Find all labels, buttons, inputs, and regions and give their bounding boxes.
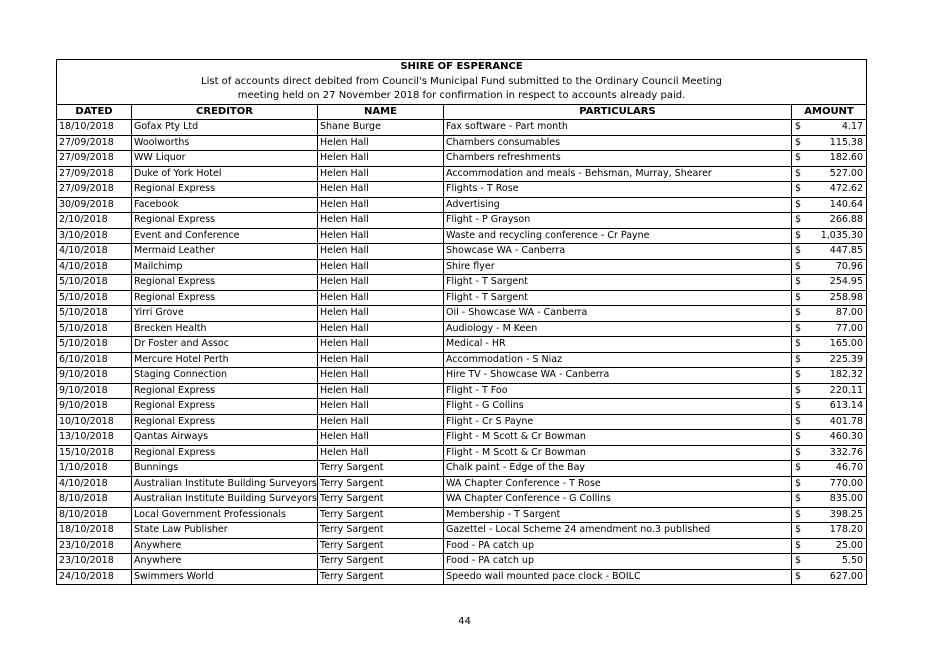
creditor-cell: Bunnings — [132, 461, 318, 477]
table-row — [57, 306, 867, 322]
amount-value: 87.00 — [835, 307, 864, 318]
amount-value: 627.00 — [829, 570, 864, 582]
name-cell: Helen Hall — [318, 445, 444, 461]
amount-value: 835.00 — [829, 493, 864, 504]
amount-cell — [792, 306, 867, 322]
date-cell: 4/10/2018 — [57, 244, 132, 260]
amount-cell — [792, 197, 867, 213]
name-cell: Helen Hall — [318, 306, 444, 322]
particulars-cell: Flight - Cr S Payne — [444, 414, 792, 430]
amount-value: 401.78 — [829, 415, 864, 427]
amount-cell — [792, 538, 867, 554]
amount-cell — [792, 275, 867, 291]
amount-value: 46.70 — [835, 462, 864, 473]
amount-value: 225.39 — [829, 353, 864, 365]
date-cell: 2/10/2018 — [57, 213, 132, 229]
particulars-cell: Flight - T Sargent — [444, 290, 792, 306]
amount-value: 115.38 — [829, 136, 864, 148]
particulars-cell: Flights - T Rose — [444, 182, 792, 198]
name-cell: Helen Hall — [318, 166, 444, 182]
currency-symbol: $ — [795, 493, 802, 504]
subtitle-row-1 — [57, 75, 867, 90]
name-cell: Helen Hall — [318, 399, 444, 415]
table-row — [57, 461, 867, 477]
date-cell: 5/10/2018 — [57, 290, 132, 306]
amount-cell — [792, 414, 867, 430]
column-header-row — [57, 104, 867, 120]
page-number: 44 — [458, 616, 471, 627]
column-header-dated: DATED — [57, 104, 132, 120]
amount-cell — [792, 337, 867, 353]
name-cell: Helen Hall — [318, 182, 444, 198]
creditor-cell: Mermaid Leather — [132, 244, 318, 260]
currency-symbol: $ — [795, 152, 802, 163]
amount-cell — [792, 554, 867, 570]
creditor-cell: Local Government Professionals — [132, 507, 318, 523]
currency-symbol: $ — [795, 570, 802, 582]
amount-value: 25.00 — [835, 539, 864, 551]
amount-value: 527.00 — [829, 167, 864, 179]
date-cell: 27/09/2018 — [57, 135, 132, 151]
name-cell: Helen Hall — [318, 259, 444, 275]
table-row — [57, 197, 867, 213]
name-cell: Helen Hall — [318, 383, 444, 399]
particulars-cell: Medical - HR — [444, 337, 792, 353]
amount-cell — [792, 523, 867, 539]
creditor-cell: Event and Conference — [132, 228, 318, 244]
creditor-cell: Qantas Airways — [132, 430, 318, 446]
creditor-cell: Regional Express — [132, 213, 318, 229]
table-row — [57, 538, 867, 554]
currency-symbol: $ — [795, 477, 802, 489]
name-cell: Terry Sargent — [318, 538, 444, 554]
amount-value: 770.00 — [829, 477, 864, 489]
creditor-cell: State Law Publisher — [132, 523, 318, 539]
name-cell: Helen Hall — [318, 275, 444, 291]
subtitle-row-2 — [57, 89, 867, 104]
creditor-cell: Anywhere — [132, 538, 318, 554]
currency-symbol: $ — [795, 415, 802, 427]
currency-symbol: $ — [795, 245, 802, 256]
creditor-cell: WW Liquor — [132, 151, 318, 167]
date-cell: 18/10/2018 — [57, 120, 132, 136]
table-row — [57, 430, 867, 446]
creditor-cell: Facebook — [132, 197, 318, 213]
amount-value: 140.64 — [829, 198, 864, 210]
name-cell: Helen Hall — [318, 135, 444, 151]
amount-value: 266.88 — [829, 214, 864, 225]
currency-symbol: $ — [795, 539, 802, 551]
table-row — [57, 151, 867, 167]
amount-value: 182.60 — [829, 152, 864, 163]
creditor-cell: Regional Express — [132, 445, 318, 461]
date-cell: 15/10/2018 — [57, 445, 132, 461]
particulars-cell: Accommodation and meals - Behsman, Murray, Shearer — [444, 166, 792, 182]
name-cell: Terry Sargent — [318, 507, 444, 523]
date-cell: 6/10/2018 — [57, 352, 132, 368]
particulars-cell: Fax software - Part month — [444, 120, 792, 136]
table-row — [57, 507, 867, 523]
name-cell: Helen Hall — [318, 337, 444, 353]
currency-symbol: $ — [795, 353, 802, 365]
amount-value: 178.20 — [829, 524, 864, 535]
name-cell: Terry Sargent — [318, 523, 444, 539]
particulars-cell: Food - PA catch up — [444, 554, 792, 570]
table-row — [57, 492, 867, 508]
currency-symbol: $ — [795, 462, 802, 473]
table-row — [57, 368, 867, 384]
amount-cell — [792, 368, 867, 384]
date-cell: 27/09/2018 — [57, 151, 132, 167]
name-cell: Helen Hall — [318, 151, 444, 167]
name-cell: Helen Hall — [318, 321, 444, 337]
date-cell: 9/10/2018 — [57, 368, 132, 384]
currency-symbol: $ — [795, 167, 802, 179]
particulars-cell: Gazettel - Local Scheme 24 amendment no.3 published — [444, 523, 792, 539]
table-row — [57, 120, 867, 136]
name-cell: Helen Hall — [318, 368, 444, 384]
creditor-cell: Australian Institute Building Surveyors — [132, 476, 318, 492]
creditor-cell: Woolworths — [132, 135, 318, 151]
column-header-creditor: CREDITOR — [132, 104, 318, 120]
currency-symbol: $ — [795, 198, 802, 210]
amount-cell — [792, 321, 867, 337]
amount-cell — [792, 476, 867, 492]
table-row — [57, 554, 867, 570]
name-cell: Terry Sargent — [318, 554, 444, 570]
amount-value: 182.32 — [829, 369, 864, 380]
date-cell: 8/10/2018 — [57, 492, 132, 508]
currency-symbol: $ — [795, 555, 802, 566]
creditor-cell: Anywhere — [132, 554, 318, 570]
name-cell: Terry Sargent — [318, 569, 444, 585]
amount-cell — [792, 182, 867, 198]
amount-value: 165.00 — [829, 338, 864, 349]
name-cell: Terry Sargent — [318, 461, 444, 477]
particulars-cell: Speedo wall mounted pace clock - BOILC — [444, 569, 792, 585]
creditor-cell: Mailchimp — [132, 259, 318, 275]
particulars-cell: Shire flyer — [444, 259, 792, 275]
amount-cell — [792, 507, 867, 523]
table-row — [57, 166, 867, 182]
particulars-cell: Hire TV - Showcase WA - Canberra — [444, 368, 792, 384]
name-cell: Shane Burge — [318, 120, 444, 136]
amount-value: 254.95 — [829, 276, 864, 287]
column-header-particulars: PARTICULARS — [444, 104, 792, 120]
document-subtitle-line-2: meeting held on 27 November 2018 for confirmation in respect to accounts already paid. — [57, 89, 867, 104]
document-subtitle-line-1: List of accounts direct debited from Council's Municipal Fund submitted to the Ordinary Council Meeting — [57, 75, 867, 90]
table-row — [57, 523, 867, 539]
particulars-cell: Chambers refreshments — [444, 151, 792, 167]
date-cell: 1/10/2018 — [57, 461, 132, 477]
amount-value: 5.50 — [841, 555, 864, 566]
currency-symbol: $ — [795, 260, 802, 272]
table-row — [57, 290, 867, 306]
date-cell: 4/10/2018 — [57, 259, 132, 275]
column-header-name: NAME — [318, 104, 444, 120]
currency-symbol: $ — [795, 229, 802, 241]
currency-symbol: $ — [795, 214, 802, 225]
particulars-cell: Flight - T Foo — [444, 383, 792, 399]
currency-symbol: $ — [795, 384, 802, 396]
date-cell: 24/10/2018 — [57, 569, 132, 585]
table-row — [57, 414, 867, 430]
amount-value: 77.00 — [835, 322, 864, 334]
table-body — [57, 60, 867, 585]
date-cell: 9/10/2018 — [57, 383, 132, 399]
table-row — [57, 182, 867, 198]
date-cell: 5/10/2018 — [57, 275, 132, 291]
date-cell: 5/10/2018 — [57, 306, 132, 322]
creditor-cell: Regional Express — [132, 290, 318, 306]
amount-cell — [792, 445, 867, 461]
date-cell: 5/10/2018 — [57, 321, 132, 337]
date-cell: 27/09/2018 — [57, 182, 132, 198]
date-cell: 13/10/2018 — [57, 430, 132, 446]
column-header-amount: AMOUNT — [792, 104, 867, 120]
table-row — [57, 228, 867, 244]
particulars-cell: Chalk paint - Edge of the Bay — [444, 461, 792, 477]
amount-cell — [792, 461, 867, 477]
creditor-cell: Regional Express — [132, 414, 318, 430]
creditor-cell: Mercure Hotel Perth — [132, 352, 318, 368]
table-row — [57, 337, 867, 353]
table-row — [57, 244, 867, 260]
particulars-cell: Waste and recycling conference - Cr Payne — [444, 228, 792, 244]
table-row — [57, 399, 867, 415]
currency-symbol: $ — [795, 400, 802, 411]
amount-value: 472.62 — [829, 183, 864, 194]
date-cell: 27/09/2018 — [57, 166, 132, 182]
date-cell: 18/10/2018 — [57, 523, 132, 539]
date-cell: 23/10/2018 — [57, 554, 132, 570]
amount-cell — [792, 135, 867, 151]
amount-cell — [792, 352, 867, 368]
date-cell: 8/10/2018 — [57, 507, 132, 523]
creditor-cell: Brecken Health — [132, 321, 318, 337]
currency-symbol: $ — [795, 338, 802, 349]
currency-symbol: $ — [795, 291, 802, 303]
name-cell: Terry Sargent — [318, 492, 444, 508]
currency-symbol: $ — [795, 322, 802, 334]
creditor-cell: Regional Express — [132, 399, 318, 415]
creditor-cell: Gofax Pty Ltd — [132, 120, 318, 136]
particulars-cell: Flight - P Grayson — [444, 213, 792, 229]
name-cell: Helen Hall — [318, 290, 444, 306]
date-cell: 3/10/2018 — [57, 228, 132, 244]
amount-cell — [792, 259, 867, 275]
amount-value: 332.76 — [829, 446, 864, 458]
amount-value: 1,035.30 — [820, 229, 864, 241]
particulars-cell: Membership - T Sargent — [444, 507, 792, 523]
amount-cell — [792, 151, 867, 167]
title-row — [57, 60, 867, 75]
particulars-cell: Flight - T Sargent — [444, 275, 792, 291]
particulars-cell: Flight - M Scott & Cr Bowman — [444, 445, 792, 461]
amount-value: 398.25 — [829, 508, 864, 520]
name-cell: Helen Hall — [318, 430, 444, 446]
table-row — [57, 445, 867, 461]
currency-symbol: $ — [795, 121, 802, 132]
currency-symbol: $ — [795, 431, 802, 442]
currency-symbol: $ — [795, 183, 802, 194]
currency-symbol: $ — [795, 276, 802, 287]
name-cell: Helen Hall — [318, 197, 444, 213]
name-cell: Helen Hall — [318, 228, 444, 244]
name-cell: Helen Hall — [318, 414, 444, 430]
name-cell: Helen Hall — [318, 213, 444, 229]
amount-value: 460.30 — [829, 431, 864, 442]
table-row — [57, 476, 867, 492]
currency-symbol: $ — [795, 307, 802, 318]
name-cell: Terry Sargent — [318, 476, 444, 492]
table-row — [57, 321, 867, 337]
amount-cell — [792, 492, 867, 508]
particulars-cell: Food - PA catch up — [444, 538, 792, 554]
particulars-cell: Advertising — [444, 197, 792, 213]
particulars-cell: Chambers consumables — [444, 135, 792, 151]
date-cell: 4/10/2018 — [57, 476, 132, 492]
particulars-cell: Accommodation - S Niaz — [444, 352, 792, 368]
amount-cell — [792, 120, 867, 136]
table-row — [57, 383, 867, 399]
amount-cell — [792, 290, 867, 306]
currency-symbol: $ — [795, 524, 802, 535]
creditor-cell: Australian Institute Building Surveyors — [132, 492, 318, 508]
currency-symbol: $ — [795, 369, 802, 380]
date-cell: 23/10/2018 — [57, 538, 132, 554]
particulars-cell: Flight - G Collins — [444, 399, 792, 415]
amount-cell — [792, 166, 867, 182]
date-cell: 10/10/2018 — [57, 414, 132, 430]
name-cell: Helen Hall — [318, 244, 444, 260]
creditor-cell: Regional Express — [132, 383, 318, 399]
currency-symbol: $ — [795, 508, 802, 520]
name-cell: Helen Hall — [318, 352, 444, 368]
creditor-cell: Yirri Grove — [132, 306, 318, 322]
amount-cell — [792, 213, 867, 229]
amount-value: 70.96 — [835, 260, 864, 272]
creditor-cell: Dr Foster and Assoc — [132, 337, 318, 353]
creditor-cell: Staging Connection — [132, 368, 318, 384]
particulars-cell: WA Chapter Conference - T Rose — [444, 476, 792, 492]
date-cell: 5/10/2018 — [57, 337, 132, 353]
particulars-cell: Showcase WA - Canberra — [444, 244, 792, 260]
currency-symbol: $ — [795, 446, 802, 458]
amount-cell — [792, 244, 867, 260]
creditor-cell: Swimmers World — [132, 569, 318, 585]
amount-cell — [792, 430, 867, 446]
amount-cell — [792, 399, 867, 415]
table-row — [57, 259, 867, 275]
particulars-cell: WA Chapter Conference - G Collins — [444, 492, 792, 508]
creditor-cell: Duke of York Hotel — [132, 166, 318, 182]
amount-value: 613.14 — [829, 400, 864, 411]
amount-value: 220.11 — [829, 384, 864, 396]
creditor-cell: Regional Express — [132, 182, 318, 198]
currency-symbol: $ — [795, 136, 802, 148]
amount-value: 258.98 — [829, 291, 864, 303]
amount-value: 447.85 — [829, 245, 864, 256]
table-row — [57, 569, 867, 585]
amount-cell — [792, 228, 867, 244]
date-cell: 30/09/2018 — [57, 197, 132, 213]
table-row — [57, 275, 867, 291]
amount-cell — [792, 569, 867, 585]
amount-cell — [792, 383, 867, 399]
table-row — [57, 135, 867, 151]
table-row — [57, 213, 867, 229]
particulars-cell: Audiology - M Keen — [444, 321, 792, 337]
particulars-cell: Flight - M Scott & Cr Bowman — [444, 430, 792, 446]
creditor-cell: Regional Express — [132, 275, 318, 291]
date-cell: 9/10/2018 — [57, 399, 132, 415]
table-row — [57, 352, 867, 368]
document-title: SHIRE OF ESPERANCE — [57, 60, 867, 75]
accounts-table — [56, 59, 867, 585]
amount-value: 4.17 — [841, 121, 864, 132]
particulars-cell: Oil - Showcase WA - Canberra — [444, 306, 792, 322]
